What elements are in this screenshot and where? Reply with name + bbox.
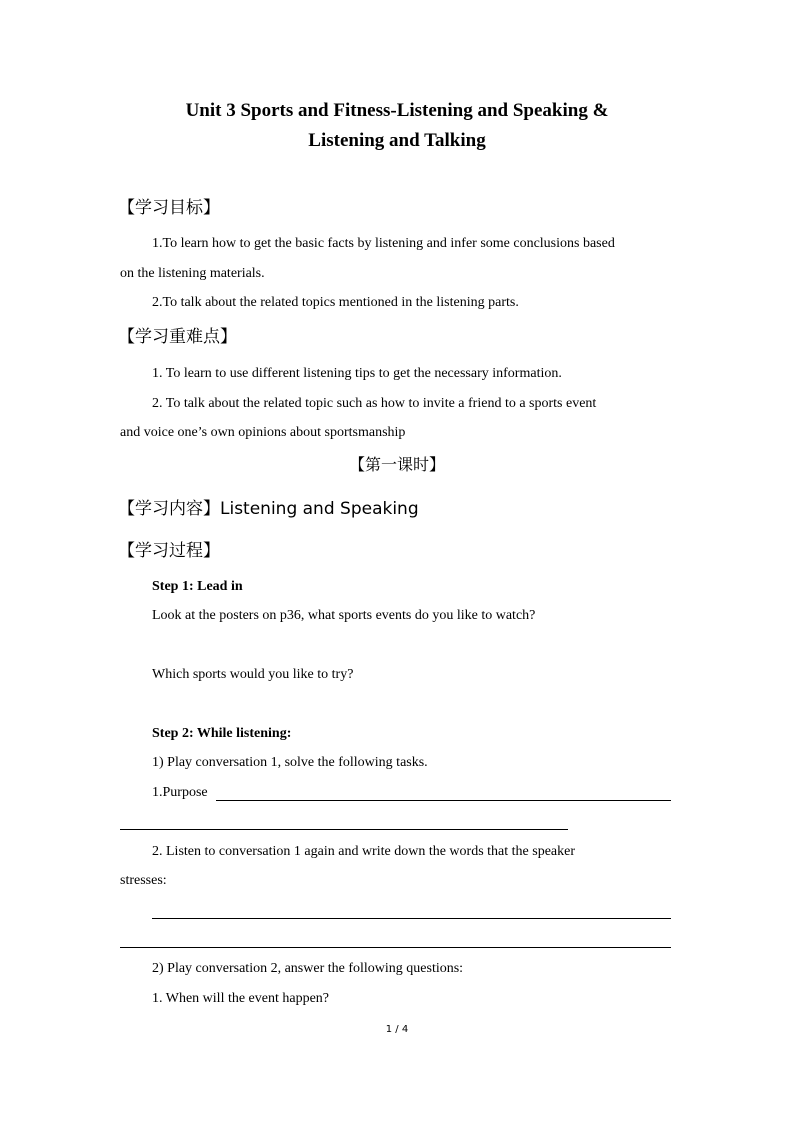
difficulty-item-1: 1. To learn to use different listening tips to get the necessary information. — [152, 366, 562, 381]
lesson-label: 【第一课时】 — [348, 455, 445, 474]
page-number: 1 / 4 — [385, 1024, 409, 1035]
part-2-question-1: 1. When will the event happen? — [152, 991, 330, 1006]
step-2-part-2: 2) Play conversation 2, answer the following questions: — [152, 961, 464, 976]
step-1-question-1: Look at the posters on p36, what sports events do you like to watch? — [152, 608, 536, 623]
answer-line[interactable] — [120, 829, 568, 830]
difficulty-item-2-line-2: and voice one’s own opinions about sportsmanship — [120, 425, 406, 440]
task-2-line-1: 2. Listen to conversation 1 again and write down the words that the speaker — [152, 844, 575, 859]
task-1-label: 1.Purpose — [152, 785, 208, 800]
answer-line[interactable] — [216, 800, 671, 801]
goal-item-1-line-2: on the listening materials. — [120, 266, 265, 281]
learning-goals-heading: 【学习目标】 — [118, 198, 220, 218]
task-2-line-2: stresses: — [120, 873, 167, 888]
learning-process-heading: 【学习过程】 — [118, 541, 220, 561]
document-title-line-1: Unit 3 Sports and Fitness-Listening and Speaking & — [185, 100, 609, 121]
answer-line[interactable] — [120, 947, 671, 948]
goal-item-2: 2.To talk about the related topics mentioned in the listening parts. — [152, 295, 519, 310]
document-title-line-2: Listening and Talking — [308, 130, 486, 151]
step-2-title: Step 2: While listening: — [152, 726, 292, 741]
answer-line[interactable] — [152, 918, 671, 919]
step-1-title: Step 1: Lead in — [152, 579, 243, 594]
goal-item-1-line-1: 1.To learn how to get the basic facts by listening and infer some conclusions based — [152, 236, 615, 251]
difficulty-item-2-line-1: 2. To talk about the related topic such as how to invite a friend to a sports event — [152, 396, 597, 411]
step-1-question-2: Which sports would you like to try? — [152, 667, 354, 682]
step-2-part-1: 1) Play conversation 1, solve the following tasks. — [152, 755, 428, 770]
key-difficulties-heading: 【学习重难点】 — [118, 327, 237, 347]
learning-content-heading: 【学习内容】Listening and Speaking — [118, 499, 419, 519]
